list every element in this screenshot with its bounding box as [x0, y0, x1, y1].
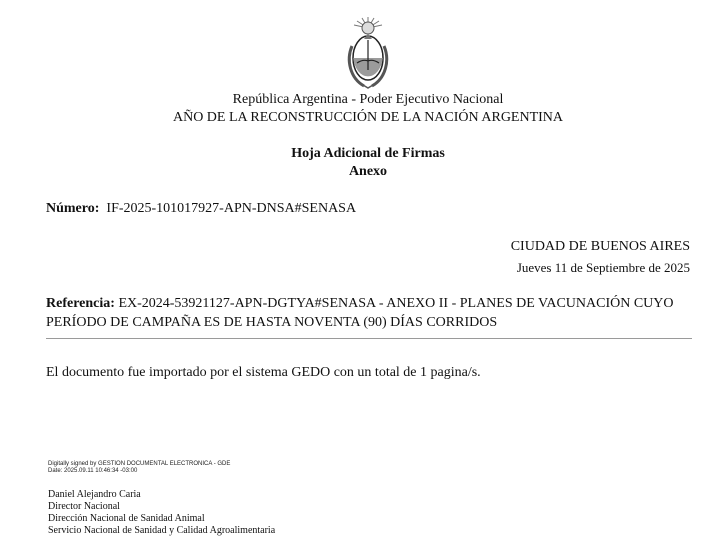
divider [46, 338, 692, 339]
document-number [46, 201, 356, 217]
signer-name: Daniel Alejandro Caria [48, 489, 141, 500]
document-date: Jueves 11 de Septiembre de 2025 [516, 260, 690, 275]
document-number-label: Número: [46, 201, 100, 216]
header-year-motto: AÑO DE LA RECONSTRUCCIÓN DE LA NACIÓN ARGENTINA [172, 110, 564, 125]
document-body-text: El documento fue importado por el sistema GEDO con un total de 1 pagina/s. [46, 365, 481, 380]
signed-date: Date: 2025.09.11 10:46:34 -03:00 [48, 467, 138, 474]
reference-text: EX-2024-53921127-APN-DGTYA#SENASA - ANEXO II - PLANES DE VACUNACIÓN CUYO PERÍODO DE CAMPAÑA ES DE HASTA NOVENTA (90) DÍAS CORRIDOS [46, 296, 674, 330]
document-title: Hoja Adicional de Firmas [291, 146, 445, 161]
header-government-line: República Argentina - Poder Ejecutivo Nacional [232, 92, 504, 107]
signer-role: Director Nacional [48, 501, 120, 512]
document-subtitle: Anexo [348, 164, 388, 179]
signer-block [48, 489, 275, 537]
signed-by: Digitally signed by GESTION DOCUMENTAL ELECTRONICA - GDE [48, 461, 231, 467]
signer-office: Dirección Nacional de Sanidad Animal [48, 513, 205, 524]
digital-signature-stamp [48, 461, 230, 474]
document-number-value: IF-2025-101017927-APN-DNSA#SENASA [106, 201, 357, 216]
coat-of-arms-seal [344, 16, 392, 90]
signer-organization: Servicio Nacional de Sanidad y Calidad Agroalimentaria [48, 525, 276, 536]
reference-label: Referencia: [46, 296, 115, 311]
reference [46, 294, 676, 332]
document-place: CIUDAD DE BUENOS AIRES [510, 239, 690, 254]
